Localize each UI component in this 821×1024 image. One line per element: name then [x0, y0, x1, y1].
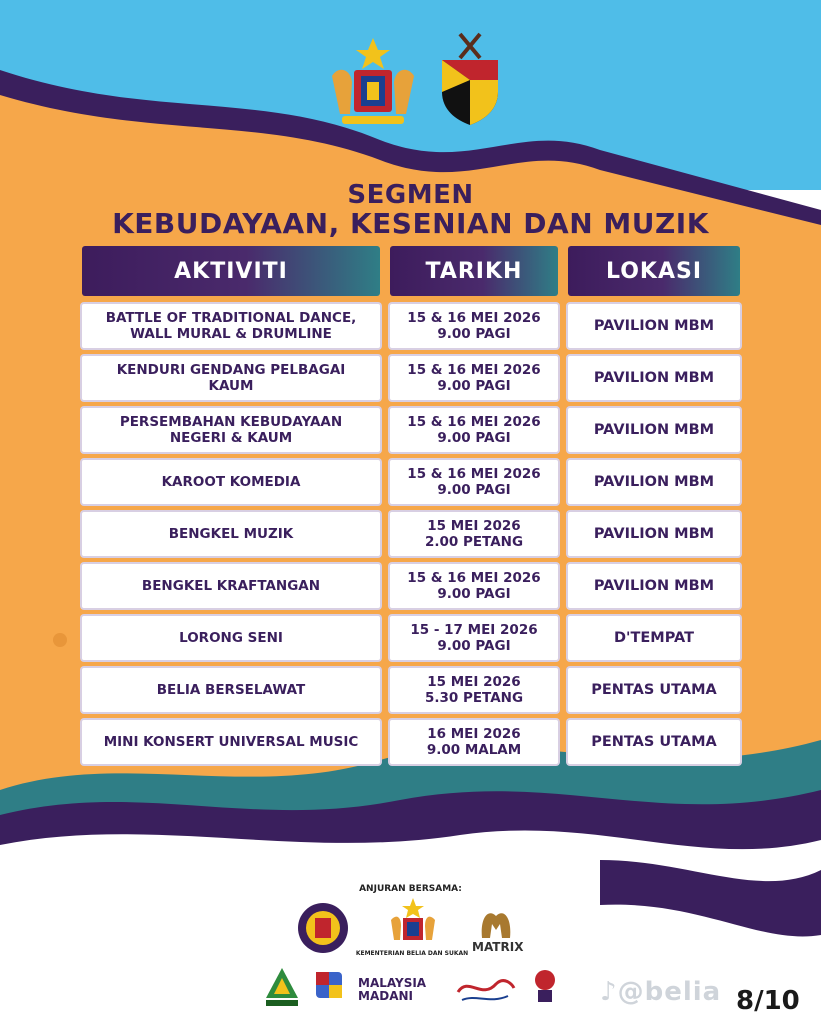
- kbs-caption: KEMENTERIAN BELIA DAN SUKAN: [355, 950, 469, 957]
- cell-tarikh: 15 & 16 MEI 2026 9.00 PAGI: [390, 356, 558, 400]
- header-tarikh: TARIKH: [390, 246, 558, 296]
- cell-aktiviti: BELIA BERSELAWAT: [82, 668, 380, 712]
- cell-tarikh: 15 - 17 MEI 2026 9.00 PAGI: [390, 616, 558, 660]
- tiktok-icon: ♪: [600, 977, 618, 1007]
- cell-tarikh: 15 & 16 MEI 2026 9.00 PAGI: [390, 460, 558, 504]
- header-lokasi: LOKASI: [568, 246, 740, 296]
- cell-lokasi: PAVILION MBM: [568, 304, 740, 348]
- cell-tarikh: 15 MEI 2026 5.30 PETANG: [390, 668, 558, 712]
- cell-tarikh: 16 MEI 2026 9.00 MALAM: [390, 720, 558, 764]
- cell-tarikh: 15 & 16 MEI 2026 9.00 PAGI: [390, 564, 558, 608]
- majlis-belia-malaysia-logo-icon: [296, 900, 350, 956]
- cell-aktiviti: BENGKEL MUZIK: [82, 512, 380, 556]
- event-mascot-logo-icon: [530, 966, 560, 1006]
- matrix-logo-icon: [478, 906, 514, 940]
- cell-lokasi: PENTAS UTAMA: [568, 720, 740, 764]
- cell-aktiviti: KENDURI GENDANG PELBAGAI KAUM: [82, 356, 380, 400]
- cell-lokasi: PAVILION MBM: [568, 356, 740, 400]
- cell-lokasi: PAVILION MBM: [568, 512, 740, 556]
- co-organizer-label: ANJURAN BERSAMA:: [359, 884, 462, 894]
- page-number: 8/10: [736, 986, 800, 1016]
- belia-cube-logo-icon: [312, 968, 346, 1006]
- cell-lokasi: PAVILION MBM: [568, 408, 740, 452]
- cell-lokasi: PAVILION MBM: [568, 460, 740, 504]
- cell-tarikh: 15 MEI 2026 2.00 PETANG: [390, 512, 558, 556]
- cell-aktiviti: PERSEMBAHAN KEBUDAYAAN NEGERI & KAUM: [82, 408, 380, 452]
- negeri-sembilan-crest-icon: [430, 30, 510, 128]
- rakan-muda-logo-icon: [262, 966, 302, 1010]
- tiktok-watermark: ♪@belia: [600, 977, 722, 1007]
- cell-lokasi: PAVILION MBM: [568, 564, 740, 608]
- cell-tarikh: 15 & 16 MEI 2026 9.00 PAGI: [390, 408, 558, 452]
- cell-lokasi: D'TEMPAT: [568, 616, 740, 660]
- malaysia-coat-of-arms-icon: [328, 36, 418, 128]
- malaysia-madani-label: MALAYSIA MADANI: [358, 976, 427, 1003]
- cell-aktiviti: BENGKEL KRAFTANGAN: [82, 564, 380, 608]
- cell-tarikh: 15 & 16 MEI 2026 9.00 PAGI: [390, 304, 558, 348]
- header-aktiviti: AKTIVITI: [82, 246, 380, 296]
- cell-aktiviti: MINI KONSERT UNIVERSAL MUSIC: [82, 720, 380, 764]
- kbs-crest-icon: [388, 896, 438, 948]
- cell-aktiviti: BATTLE OF TRADITIONAL DANCE, WALL MURAL & DRUMLINE: [82, 304, 380, 348]
- visit-malaysia-logo-icon: [452, 970, 518, 1010]
- cell-lokasi: PENTAS UTAMA: [568, 668, 740, 712]
- matrix-label: MATRIX: [472, 940, 524, 954]
- segment-subtitle: KEBUDAYAAN, KESENIAN DAN MUZIK: [112, 207, 709, 240]
- segment-title: SEGMEN: [347, 180, 474, 210]
- cell-aktiviti: KAROOT KOMEDIA: [82, 460, 380, 504]
- cell-aktiviti: LORONG SENI: [82, 616, 380, 660]
